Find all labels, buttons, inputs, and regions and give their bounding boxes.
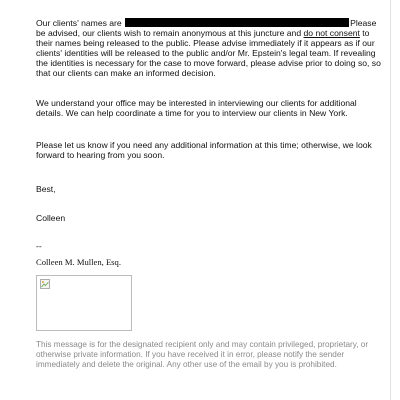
paragraph-rest-text: to their names being released to the public. Please advise immediately if it appears as if our clients' identities will be released to the public and/or Mr. Epstein's legal team. If revealing the identities is necessary for the case to move forward, please advise prior to doing so, so that our clients can make an informed decision. [36, 28, 381, 78]
paragraph-advice-text: Please be advised, our clients wish to remain anonymous at this juncture and [36, 18, 377, 38]
paragraph-intro-text: Our clients' names are [36, 18, 125, 28]
signature-image-placeholder [36, 275, 132, 331]
sender-first-name: Colleen [36, 213, 66, 223]
broken-image-icon [40, 279, 50, 289]
confidentiality-disclaimer: This message is for the designated recipient only and may contain privileged, proprietary, or otherwise private information. If you have received it in error, please notify the sender immediately and delete the original. Any other use of the email by you is prohibited. [36, 340, 369, 369]
paragraph-interview: We understand your office may be interested in interviewing our clients for additional details. We can help coordinate a time for you to interview our clients in New York. [36, 98, 357, 118]
paragraph-names-notice [36, 18, 384, 78]
closing-text: Best, [36, 184, 56, 194]
page-edge-divider [390, 0, 391, 400]
do-not-consent-text: do not consent [303, 28, 360, 38]
signature-name: Colleen M. Mullen, Esq. [36, 257, 121, 267]
signature-separator: -- [36, 241, 42, 251]
paragraph-follow-up: Please let us know if you need any additional information at this time; otherwise, we look forward to hearing from you soon. [36, 140, 372, 160]
redaction-bar [125, 18, 349, 27]
